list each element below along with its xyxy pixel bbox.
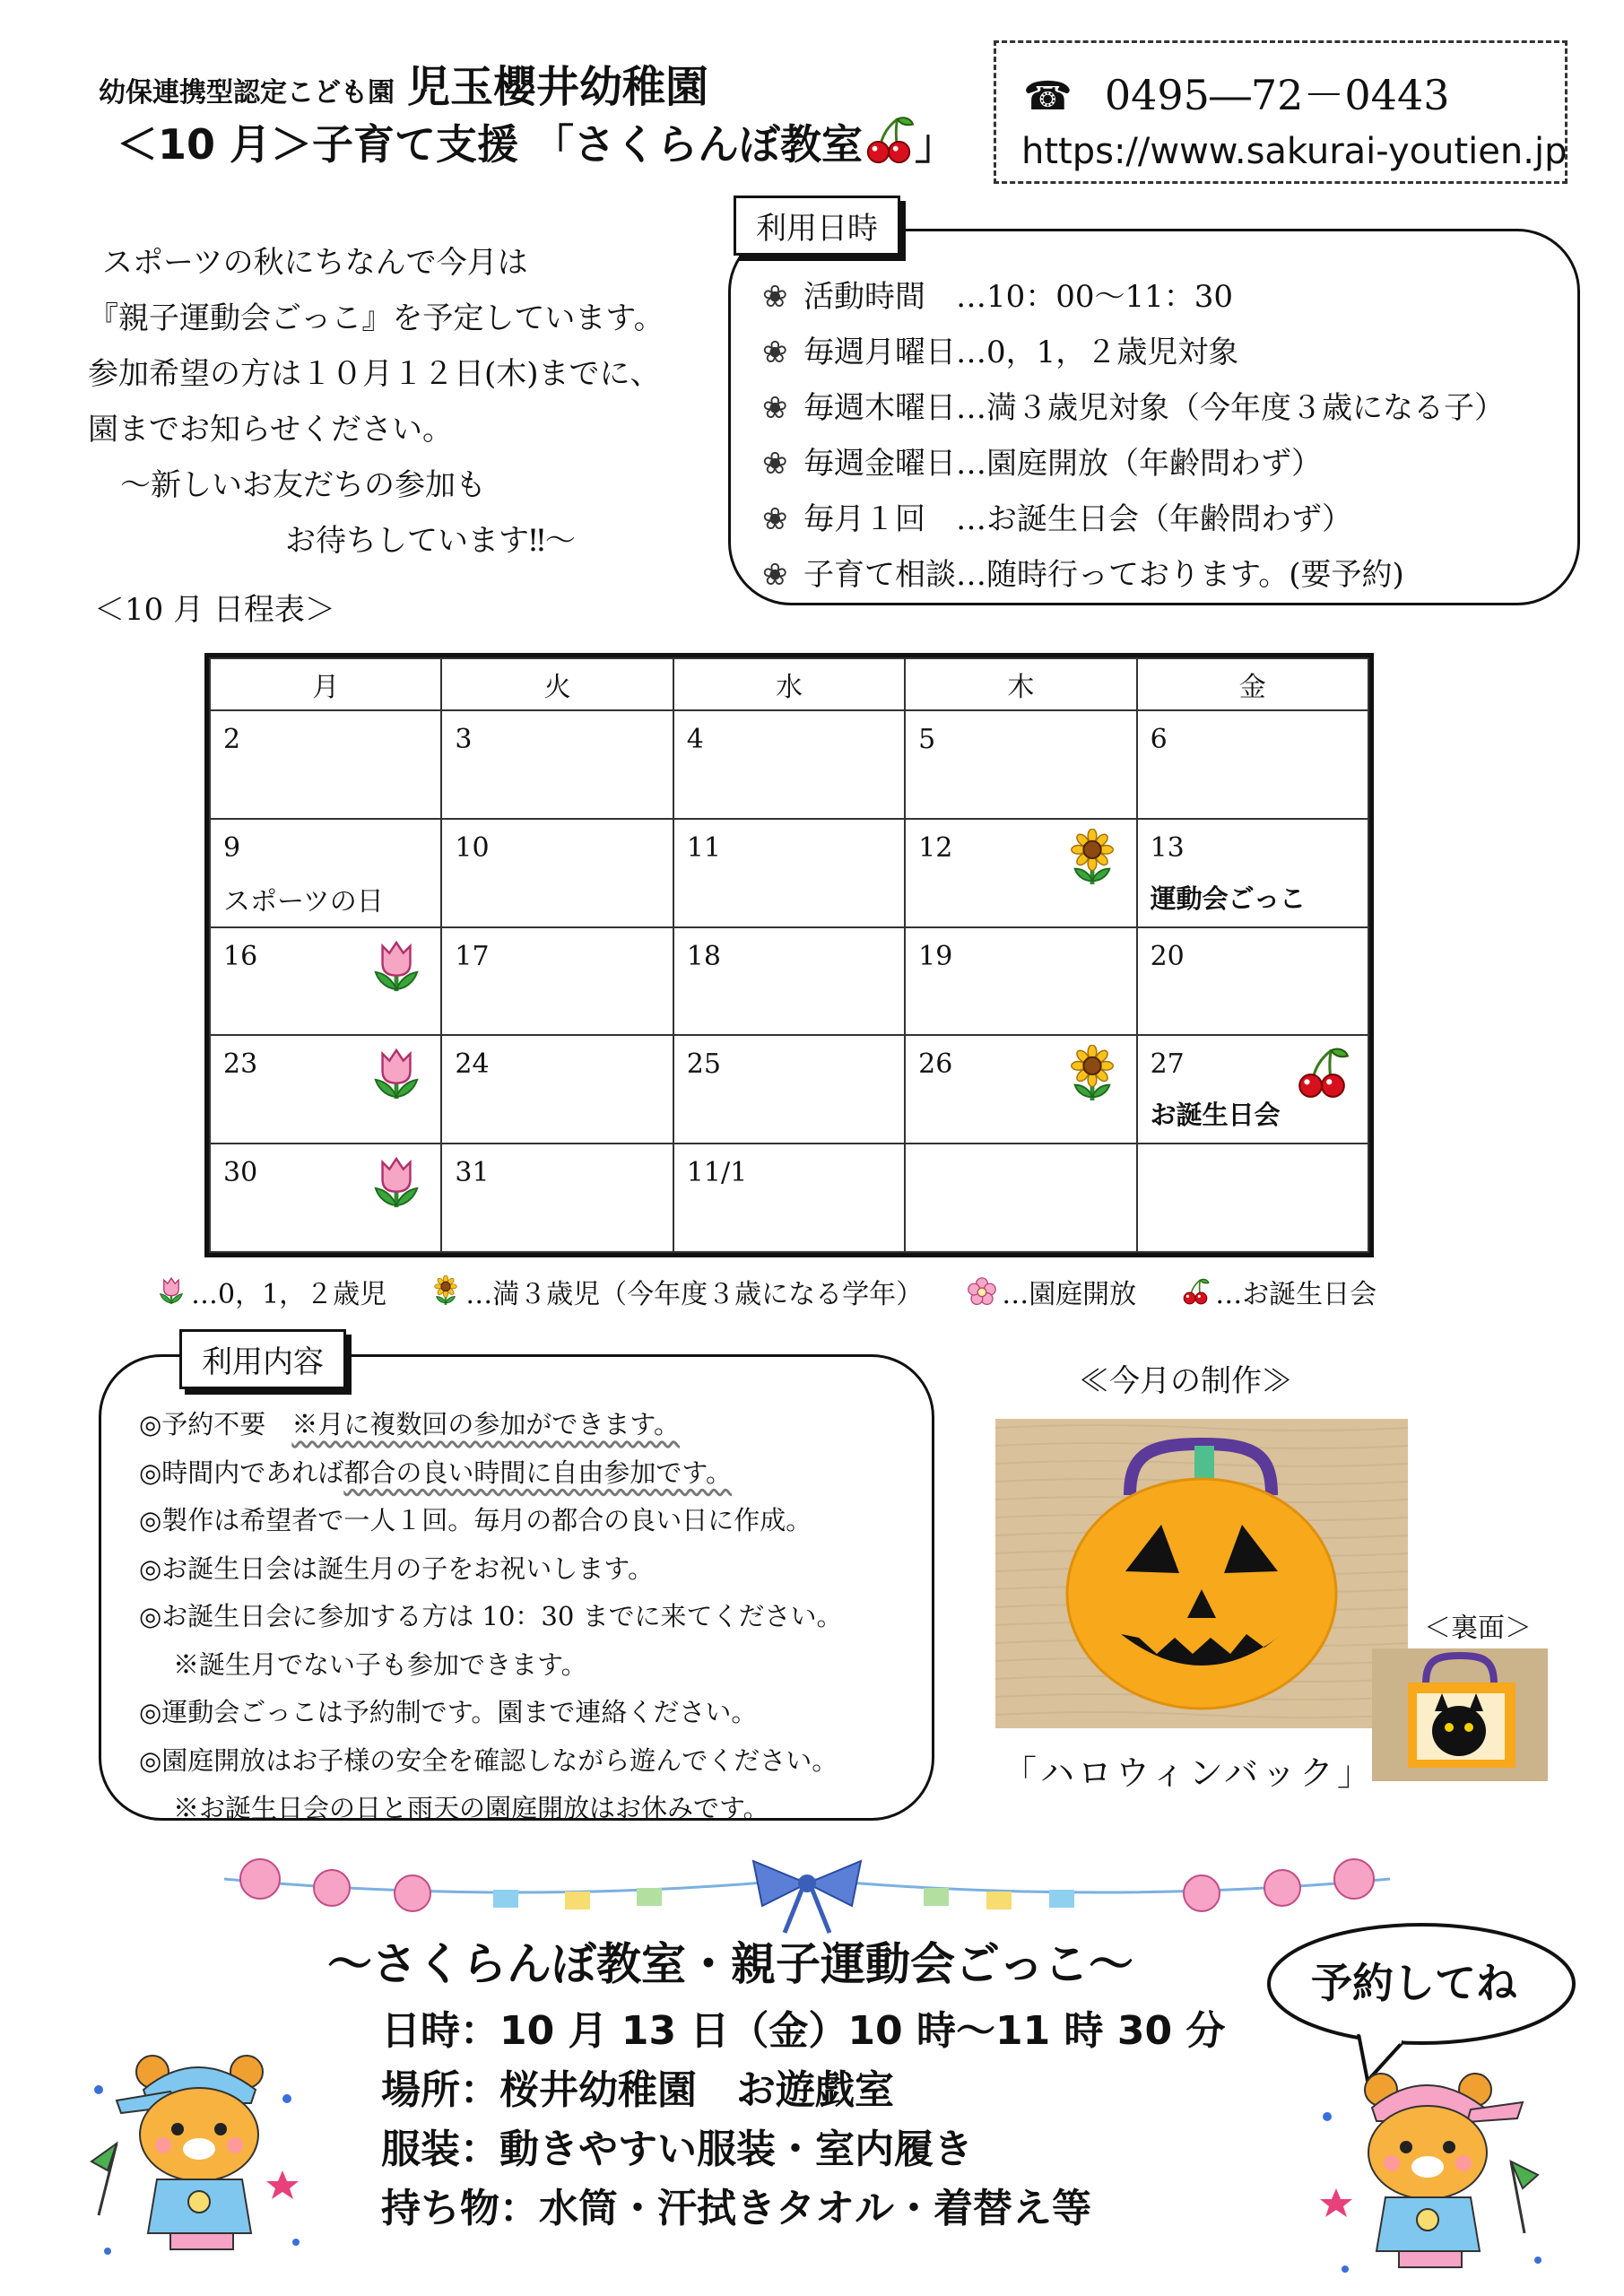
event-line: 場所：桜井幼稚園 お遊戯室 — [381, 2067, 894, 2113]
usage-text: ※月に複数回の参加ができます。 — [291, 1409, 680, 1439]
day-event: スポーツの日 — [223, 885, 384, 918]
flower-bullet-icon: ❀ — [762, 335, 788, 370]
day-number: 3 — [455, 724, 473, 755]
legend-label: …満３歳児（今年度３歳になる学年） — [465, 1279, 924, 1310]
calendar-week-row — [210, 819, 1368, 927]
cherry-icon — [1181, 1277, 1210, 1306]
info-item — [762, 325, 1505, 380]
garland-icon — [224, 1852, 1390, 1937]
calendar-header-row — [210, 658, 1368, 710]
info-item-text: 毎週金曜日…園庭開放（年齢問わず） — [803, 446, 1322, 482]
weekday-header: 火 — [441, 658, 673, 710]
cherry-icon — [1294, 1045, 1350, 1100]
tulip-icon — [370, 937, 422, 998]
legend-item — [157, 1272, 386, 1311]
calendar-heading: ＜10 月 日程表＞ — [94, 592, 335, 628]
legend-label: …お誕生日会 — [1215, 1279, 1377, 1310]
info-item — [762, 436, 1505, 491]
calendar-day-cell — [905, 927, 1136, 1036]
intro-line: お待ちしています‼～ — [285, 523, 576, 559]
day-number: 12 — [918, 831, 953, 864]
calendar-day-cell — [210, 819, 441, 927]
flower-bullet-icon: ❀ — [762, 390, 788, 426]
day-number: 20 — [1150, 940, 1185, 972]
sunflower-icon — [1066, 1045, 1118, 1106]
intro-line: 園までお知らせください。 — [88, 412, 453, 448]
weekday-header: 月 — [210, 658, 441, 710]
weekday-header: 水 — [673, 658, 905, 710]
day-number: 13 — [1150, 831, 1185, 864]
craft-back-photo — [1372, 1648, 1548, 1781]
legend-label: …園庭開放 — [1002, 1279, 1137, 1310]
calendar — [204, 653, 1374, 1257]
calendar-day-cell — [905, 819, 1136, 927]
sunflower-icon — [431, 1275, 460, 1308]
calendar-day-cell — [673, 819, 905, 927]
schedule-info-list — [762, 269, 1505, 603]
usage-info-tab: 利用内容 — [179, 1329, 346, 1389]
legend-item — [1181, 1272, 1376, 1311]
craft-back-label: ＜裏面＞ — [1424, 1613, 1532, 1644]
calendar-day-cell — [441, 927, 673, 1036]
calendar-week-row — [210, 1144, 1368, 1252]
day-number: 11 — [686, 831, 721, 864]
calendar-day-cell — [1137, 927, 1368, 1036]
usage-line: ◎園庭開放はお子様の安全を確認しながら遊んでください。 — [139, 1744, 838, 1776]
calendar-week-row — [210, 1035, 1368, 1144]
decorative-garland — [224, 1852, 1390, 1937]
phone-number[interactable]: 0495―72－0443 — [1104, 71, 1450, 119]
calendar-legend — [157, 1272, 1421, 1311]
calendar-day-cell — [905, 1035, 1136, 1144]
bear-mascot-icon — [1309, 2063, 1551, 2287]
day-number: 16 — [223, 940, 258, 972]
calendar-day-cell — [1137, 1144, 1368, 1252]
intro-line: 『親子運動会ごっこ』を予定しています。 — [88, 300, 664, 336]
calendar-day-cell — [441, 1035, 673, 1144]
sunflower-icon — [1066, 829, 1118, 890]
day-number: 27 — [1150, 1048, 1185, 1081]
calendar-week-row — [210, 710, 1368, 819]
tulip-icon — [370, 1153, 422, 1214]
event-details — [381, 2002, 1225, 2239]
usage-line: ◎運動会ごっこは予約制です。園まで連絡ください。 — [139, 1697, 758, 1727]
calendar-day-cell — [210, 710, 441, 819]
info-item-text: 活動時間 …10：00～11：30 — [803, 279, 1234, 315]
usage-line: ◎お誕生日会は誕生月の子をお祝いします。 — [139, 1552, 654, 1584]
calendar-table — [209, 657, 1369, 1253]
intro-line: スポーツの秋にちなんで今月は — [102, 245, 528, 281]
day-number: 31 — [455, 1157, 490, 1189]
calendar-day-cell — [905, 710, 1136, 819]
day-number: 26 — [918, 1048, 953, 1081]
info-item — [762, 547, 1505, 603]
usage-info-list — [139, 1401, 843, 1833]
calendar-day-cell — [1137, 1035, 1368, 1144]
calendar-day-cell — [441, 1144, 673, 1252]
intro-line: ～新しいお友だちの参加も — [120, 467, 486, 503]
website-url[interactable]: https://www.sakurai-youtien.jp — [1021, 131, 1568, 172]
legend-label: …0，1，２歳児 — [191, 1279, 387, 1310]
day-number: 9 — [223, 831, 241, 864]
day-event: お誕生日会 — [1150, 1100, 1281, 1131]
usage-text: ◎予約不要 — [139, 1409, 292, 1439]
info-item-text: 毎週木曜日…満３歳児対象（今年度３歳になる子） — [803, 390, 1505, 426]
event-title: ～さくらんぼ教室・親子運動会ごっこ～ — [327, 1938, 1133, 1990]
org-type: 幼保連携型認定こども園 — [99, 77, 395, 109]
calendar-day-cell — [673, 710, 905, 819]
day-number: 30 — [223, 1157, 258, 1189]
bear-mascot-icon — [81, 2036, 314, 2269]
calendar-day-cell — [441, 710, 673, 819]
calendar-day-cell — [905, 1144, 1136, 1252]
calendar-day-cell — [210, 1144, 441, 1252]
title-text: ＜10 月＞子育て支援 「さくらんぼ教室 — [117, 120, 864, 169]
day-number: 5 — [918, 724, 936, 755]
school-name: 児玉櫻井幼稚園 — [407, 62, 709, 112]
day-number: 24 — [455, 1048, 490, 1081]
day-event: 運動会ごっこ — [1150, 883, 1306, 914]
usage-line: ※お誕生日会の日と雨天の園庭開放はお休みです。 — [173, 1793, 769, 1823]
usage-text: 都合の良い時間に自由参加です。 — [343, 1457, 732, 1488]
speech-bubble-text: 予約してね — [1311, 1959, 1517, 2007]
calendar-day-cell — [210, 927, 441, 1036]
day-number: 6 — [1150, 724, 1168, 755]
craft-caption: 「ハロウィンバック」 — [1003, 1753, 1376, 1793]
info-item-text: 毎週月曜日…0，1，２歳児対象 — [803, 335, 1239, 370]
usage-line: ※誕生月でない子も参加できます。 — [173, 1648, 587, 1680]
day-number: 19 — [918, 940, 953, 972]
black-cat-image — [1372, 1648, 1548, 1781]
cherry-icon — [863, 114, 915, 166]
flower-bullet-icon: ❀ — [762, 557, 788, 593]
phone-row — [1023, 63, 1449, 122]
event-line: 日時：10 月 13 日（金）10 時～11 時 30 分 — [381, 2008, 1226, 2054]
craft-heading: ≪今月の制作≫ — [1079, 1363, 1292, 1399]
calendar-day-cell — [673, 1035, 905, 1144]
calendar-day-cell — [1137, 710, 1368, 819]
info-item — [762, 380, 1505, 436]
day-number: 25 — [686, 1048, 721, 1081]
legend-item — [431, 1272, 923, 1311]
calendar-day-cell — [673, 1144, 905, 1252]
flower-icon — [968, 1277, 996, 1306]
day-number: 23 — [223, 1048, 258, 1081]
usage-line: ◎製作は希望者で一人１回。毎月の都合の良い日に作成。 — [139, 1505, 812, 1535]
weekday-header: 木 — [905, 658, 1136, 710]
info-item-text: 子育て相談…随時行っております。(要予約) — [803, 557, 1404, 593]
tulip-icon — [157, 1275, 186, 1308]
day-number: 18 — [686, 940, 721, 972]
title-close: 」 — [915, 120, 957, 169]
intro-line: 参加希望の方は１０月１２日(木)までに、 — [88, 356, 661, 392]
schedule-info-tab: 利用日時 — [734, 196, 900, 256]
phone-icon: ☎ — [1023, 74, 1073, 119]
calendar-day-cell — [441, 819, 673, 927]
jack-o-lantern-bag-image — [995, 1419, 1408, 1728]
event-line: 持ち物：水筒・汗拭きタオル・着替え等 — [381, 2186, 1091, 2231]
info-item-text: 毎月１回 …お誕生日会（年齢問わず） — [803, 501, 1352, 537]
flower-bullet-icon: ❀ — [762, 501, 788, 537]
flower-bullet-icon: ❀ — [762, 446, 788, 482]
tulip-icon — [370, 1045, 422, 1106]
calendar-day-cell — [210, 1035, 441, 1144]
calendar-day-cell — [673, 927, 905, 1036]
day-number: 10 — [455, 831, 490, 864]
usage-text: ◎時間内であれば — [139, 1457, 344, 1488]
event-line: 服装：動きやすい服装・室内履き — [381, 2126, 973, 2172]
school-header — [99, 52, 708, 114]
day-number: 2 — [223, 724, 241, 755]
usage-line — [139, 1401, 843, 1449]
calendar-body — [210, 710, 1368, 1252]
flower-bullet-icon: ❀ — [762, 279, 788, 315]
contact-box — [994, 40, 1568, 184]
day-number: 17 — [455, 940, 490, 972]
usage-line: ◎お誕生日会に参加する方は 10：30 までに来てください。 — [139, 1601, 843, 1631]
day-number: 4 — [686, 724, 704, 755]
info-item — [762, 491, 1505, 547]
info-item — [762, 269, 1505, 325]
craft-photo — [995, 1419, 1408, 1728]
legend-item — [968, 1272, 1136, 1311]
intro-text — [88, 235, 664, 569]
day-number: 11/1 — [686, 1157, 748, 1189]
calendar-week-row — [210, 927, 1368, 1036]
weekday-header: 金 — [1137, 658, 1368, 710]
usage-line — [139, 1449, 843, 1498]
calendar-day-cell — [1137, 819, 1368, 927]
page-title — [117, 112, 956, 171]
